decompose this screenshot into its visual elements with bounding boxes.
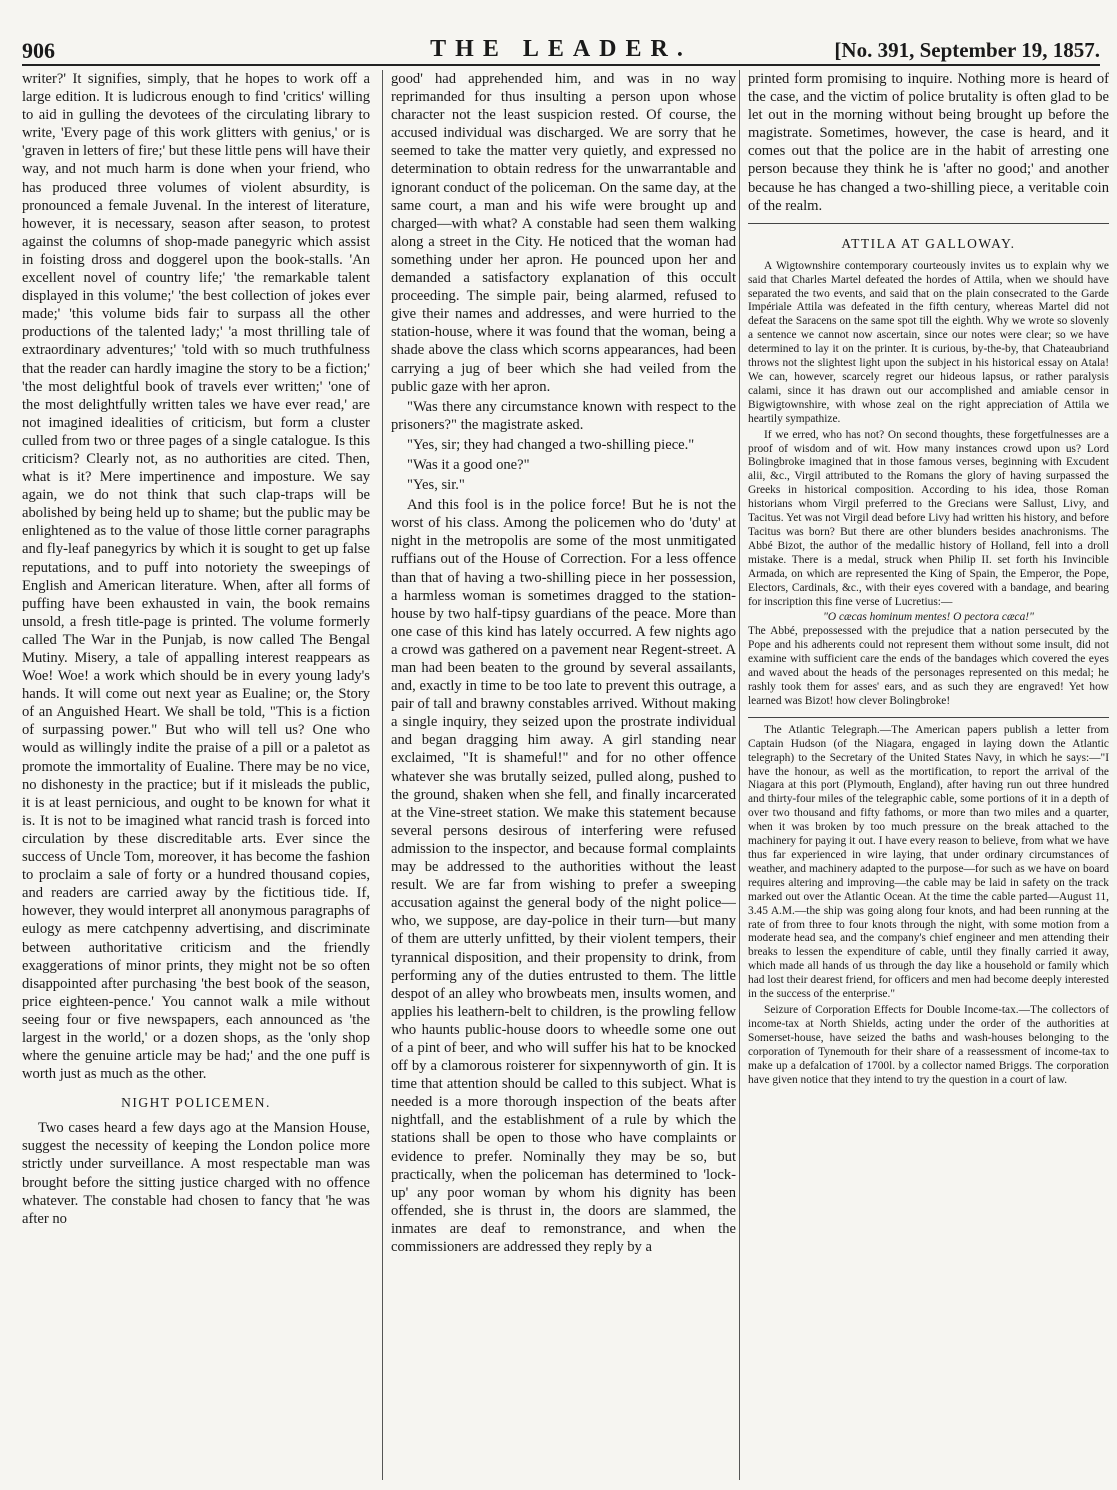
newspaper-page [22,10,1109,1480]
article-paragraph: "Yes, sir; they had changed a two-shilling piece." [407,436,695,453]
latin-quote: "O cæcas hominum mentes! O pectora cæca!" [823,611,1034,624]
section-heading-night-policemen: NIGHT POLICEMEN. [121,1095,271,1111]
masthead-title: THE LEADER. [430,36,692,62]
news-note-income-tax: Seizure of Corporation Effects for Double Income-tax.—The collectors of income-tax at North Shields, acting under the order of the authorities at Somerset-house, have seized the baths and wash-houses belonging to the corporation of Tynemouth for their share of a reassessment of income-tax to make up a defalcation of 1700l. by a collector named Briggs. The corporation have given notice that they intend to try the question in a court of law. [748,1003,1109,1086]
news-note-atlantic-telegraph: The Atlantic Telegraph.—The American papers publish a letter from Captain Hudson (of the Niagara, engaged in laying down the Atlantic telegraph) to the Secretary of the United States Navy, in which he says:—"I have the honour, as well as the mortification, to report the arrival of the Niagara at this port (Plymouth, England), after having run out three hundred and thirty-four miles of the telegraphic cable, some portions of it in a depth of over two thousand and fifty fathoms, or more than two miles and a quarter, when it was broken by too much pressure on the break attached to the machinery for paying it out. I have every reason to believe, from what we have thus far experienced in wire laying, that under ordinary circumstances of weather, and machinery adapted to the purpose—for such as we have on board requires altering and improving—the cable may be laid in safety on the track marked out over the Atlantic Ocean. At the time the cable parted—August 11, 3.45 A.M.—the ship was going along four knots, and had been running at the rate of from three to four knots through the night, with some motion from a moderate head sea, and the company's chief engineer and men attending their breaks to lessen the expenditure of cable, until they finally carried it away, which made all hands of us through the day like a household or family which had lost their dearest friend, for officers and men had become deeply interested in the success of the enterprise." [748,723,1109,1001]
article-paragraph: The Abbé, prepossessed with the prejudice that a nation persecuted by the Pope and his adherents could not represent them without some insult, did not examine with sufficient care the ends of the bandages which covered the eyes and waved about the heads of the personages represented on this medal; he rashly took them for asses' ears, and as such they are engraved! Yet how learned was Bizot! how clever Bolingbroke! [748,625,1109,707]
divider [748,717,1109,718]
page-number: 906 [22,38,55,63]
article-paragraph: "Was it a good one?" [407,456,530,473]
column-3 [739,70,1109,1480]
page-header [22,10,1100,66]
article-paragraph: If we erred, who has not? On second thoughts, these forgetfulnesses are a proof of wisdom and of wit. How many instances crowd upon us? Lord Bolingbroke imagined that in those famous verses, beginning with Excudent alii, &c., Virgil attributed to the Romans the glory of having surpassed the Greeks in historical composition. According to his idea, those Roman historians whom Virgil preferred to the Grecians were Sallust, Livy, and Tacitus. Yet was not Virgil dead before Livy had written his history, and before Tacitus was born? But there are other blunders besides anachronisms. The Abbé Bizot, the author of the medallic history of Holland, fell into a droll mistake. There is a medal, struck when Philip II. set forth his Invincible Armada, on which are represented the King of Spain, the Emperor, the Pope, Electors, Cardinals, &c., with their eyes covered with a bandage, and bearing for inscription this fine verse of Lucretius:— [748,428,1109,608]
article-paragraph: Two cases heard a few days ago at the Mansion House, suggest the necessity of keeping the London police more strictly under surveillance. A most respectable man was brought before the sitting justice charged with no offence whatever. The constable had chosen to fancy that 'he was after no [22,1120,370,1227]
column-1 [22,70,370,1480]
column-2 [382,70,736,1480]
article-paragraph: "Yes, sir." [407,477,465,494]
article-paragraph: good' had apprehended him, and was in no way reprimanded for thus insulting a person upon whose character not the least suspicion rested. Of course, the accused individual was discharged. We are sorry that he seemed to take the matter very quietly, and expressed no determination to obtain redress for the unwarrantable and ignorant conduct of the policeman. On the same day, at the same court, a man and his wife were brought up and charged—with what? A constable had seen them walking along a street in the City. He noticed that the woman had something under her apron. He pounced upon her and demanded a satisfactory explanation of this occult proceeding. The simple pair, being alarmed, refused to give their names and addresses, and were hurried to the station-house, where it was found that the woman, being a shade above the class which scorns appearances, had been carrying a jug of beer which she had veiled from the public gaze with her apron. [391,71,736,395]
divider [748,223,1109,224]
article-paragraph: writer?' It signifies, simply, that he hopes to work off a large edition. It is ludicrous enough to find 'critics' willing to aid in gulling the devotees of the circulating library to write, 'Every page of this work glitters with genius,' or is 'graven in letters of fire;' but these little pens will have their way, and not much harm is done when your friend, who has produced three volumes of violent absurdity, is pronounced a female Juvenal. In the interest of literature, however, it is necessary, season after season, to protest against the columns of shop-made panegyric which assist in foisting dross and doggerel upon the book-stalls. 'An excellent novel of country life;' 'the remarkable talent displayed in this volume;' 'the best collection of jokes ever made;' 'this volume bids fair to surpass all the other productions of the talented lady;' 'a most thrilling tale of extraordinary adventures;' 'told with so much truthfulness that the reader can hardly imagine the story to be a fiction;' 'the most delightful book of travels ever written;' 'one of the most delightfully written tales we have ever read,' are not imagined idealities of criticism, but form a cluster culled from two or three pages of a single catalogue. Is this criticism? Clearly not, as no authorities are cited. Then, what is it? Mere impertinence and imposture. We say again, we do not think that such clap-traps will be abolished by being held up to shame; but the public may be enlightened as to the value of those little corner paragraphs and fly-leaf panegyrics by which it is sought to get up false reputations, and to puff into notoriety the sweepings of English and American literature. When, after all forms of puffing have been exhausted in vain, the book remains unsold, a fresh title-page is printed. The volume formerly called The War in the Punjab, is now called The Bengal Mutiny. Misery, a tale of appalling interest reappears as Woe! Woe! a work which should be in every young lady's hands. It will come out next year as Eualine; or, the Story of an Anguished Heart. We shall be told, "This is a fiction of surpassing power." But who will tell us? One who would as willingly indite the praise of a pill or a paletot as promote the immortality of Eualine. There may be no vice, no dishonesty in the practice; but if it misleads the public, it is at least pernicious, and ought to be known for what it is. It is not to be imagined what rancid trash is forced into circulation by these discreditable arts. Ever since the success of Uncle Tom, moreover, it has become the fashion to proclaim a sale of forty or a hundred thousand copies, and readers are carried away by the fictitious tide. If, however, they would interpret all anonymous paragraphs of eulogy as mere catchpenny advertising, and discriminate between authoritative criticism and the friendly exaggerations of minor prints, they might not be so often disappointed after purchasing 'the best book of the season, price eighteen-pence.' You cannot walk a mile without seeing four or five newspapers, each announced as 'the largest in the world,' or a dozen shops, as the 'only shop where the genuine article may be had;' and the one puff is worth just as much as the other. [22,71,370,1083]
article-paragraph: A Wigtownshire contemporary courteously invites us to explain why we said that Charles Martel defeated the hordes of Attila, when we should have separated the two events, and said that on the plain consecrated to the Garde Impériale Attila was defeated in the fifth century, whereas Martel did not defeat the Saracens on the same spot till the eighth. Why we wrote so slovenly a sentence we cannot now ascertain, since our notes were clear; so we have determined to lay it on the printer. It is curious, by-the-by, that Chateaubriand throws not the slightest light upon the subject in his historical essay on Atala! We can, however, scarcely regret our hideous lapsus, or rather paralysis calami, since it has drawn out our accomplished and amiable censor in Bigwigtownshire, with whose zeal on the right appreciation of Attila we heartily sympathize. [748,259,1109,425]
columns [22,70,1109,1480]
issue-info: [No. 391, September 19, 1857. [834,38,1100,62]
section-heading-attila: ATTILA AT GALLOWAY. [841,235,1016,251]
article-paragraph: And this fool is in the police force! But he is not the worst of his class. Among the policemen who do 'duty' at night in the metropolis are some of the most unmitigated ruffians out of the House of Correction. For a less offence than that of having a two-shilling piece in her possession, a harmless woman is sometimes dragged to the station-house by two half-tipsy guardians of the peace. More than one case of this kind has lately occurred. A few nights ago a crowd was gathered on a pavement near Regent-street. A man had been beaten to the ground by several assailants, and, exactly in time to be too late to prevent this outrage, a pair of tall and brawny constables arrived. Without making a single inquiry, they seized upon the prostrate individual and began dragging him away. A girl standing near exclaimed, "It is shameful!" and for no other offence whatever she was brutally seized, pulled along, pushed to the ground, shaken when she fell, and finally incarcerated at the Vine-street station. We make this statement because several persons desirous of interfering were refused admission to the inspector, and because formal complaints may be addressed to the authorities without the least result. We are far from wishing to prefer a sweeping accusation against the general body of the night police—who, we suppose, are day-police in their turn—but many of them are utterly unfitted, by their violent tempers, their tyrannical disposition, and their propensity to drink, from performing any of the duties entrusted to them. The little despot of an alley who browbeats men, insults women, and applies his leathern-belt to children, is the prowling fellow who haunts public-house doors to wheedle some one out of a pint of beer, and who will suffer his hat to be knocked off by a clamorous roisterer for sixpennyworth of gin. It is time that attention should be called to this subject. What is needed is a more thorough inspection of the beats after nightfall, and the establishment of a rule by which the stations shall be open to those who have complaints or evidence to prefer. Nominally they may be so, but practically, when the policeman has determined to 'lock-up' any poor woman by whom his dignity has been offended, she is thrust in, the doors are slammed, the inmates are deaf to remonstrance, and when the commissioners are addressed they reply by a [391,497,736,1255]
article-paragraph: printed form promising to inquire. Nothing more is heard of the case, and the victim of police brutality is often glad to be let out in the morning without being brought up before the magistrate. Sometimes, however, the case is heard, and it comes out that the police are in the habit of arresting one person because they think he is 'after no good;' and another because he has changed a two-shilling piece, a veritable coin of the realm. [748,71,1109,214]
article-paragraph: "Was there any circumstance known with respect to the prisoners?" the magistrate asked. [391,398,736,433]
